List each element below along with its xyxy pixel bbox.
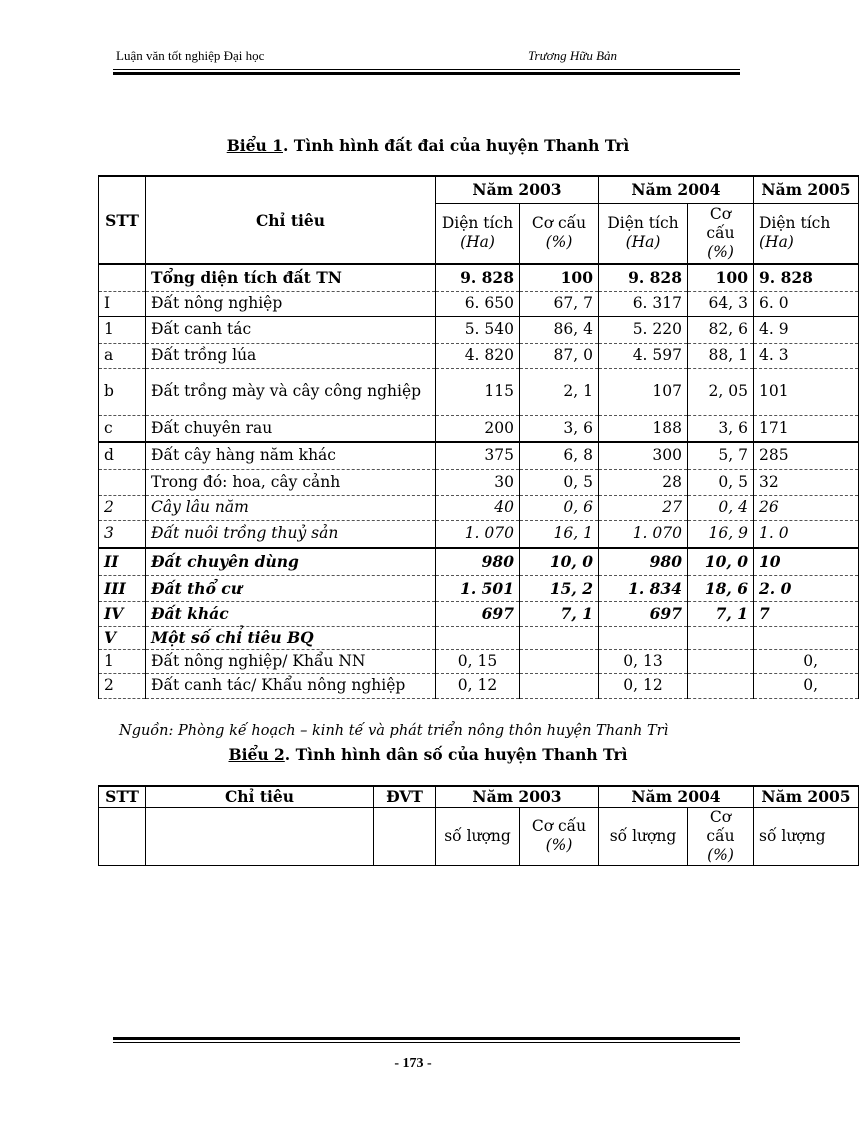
cell-name: Đất canh tác/ Khẩu nông nghiệp <box>146 673 436 698</box>
cell-e: 2. 0 <box>754 575 859 601</box>
t2-sub-dvt-empty <box>374 807 436 865</box>
cell-a <box>436 626 520 649</box>
t1-sub-struct-2004: Cơ cấu (%) <box>688 203 754 264</box>
footer-rule-thick <box>113 1037 740 1040</box>
table-row <box>99 316 859 343</box>
cell-name: Đất cây hàng năm khác <box>146 442 436 469</box>
cell-a: 9. 828 <box>436 264 520 291</box>
cell-c: 1. 834 <box>599 575 688 601</box>
cell-d: 0, 5 <box>688 469 754 495</box>
cell-c: 188 <box>599 415 688 442</box>
cell-b: 6, 8 <box>520 442 599 469</box>
cell-a: 980 <box>436 548 520 575</box>
cell-d: 2, 05 <box>688 368 754 415</box>
cell-c: 0, 12 <box>599 673 688 698</box>
cell-e <box>754 626 859 649</box>
t2-head-stt: STT <box>99 786 146 807</box>
table2-title-text: . Tình hình dân số của huyện Thanh Trì <box>284 745 628 764</box>
cell-b <box>520 649 599 673</box>
cell-a: 6. 650 <box>436 291 520 316</box>
cell-name: Đất nuôi trồng thuỷ sản <box>146 520 436 548</box>
cell-name: Đất trồng lúa <box>146 343 436 368</box>
cell-name: Đất canh tác <box>146 316 436 343</box>
cell-stt: 1 <box>99 316 146 343</box>
cell-a: 30 <box>436 469 520 495</box>
cell-stt: V <box>99 626 146 649</box>
cell-b: 87, 0 <box>520 343 599 368</box>
cell-e: 26 <box>754 495 859 520</box>
cell-stt: 1 <box>99 649 146 673</box>
cell-stt <box>99 264 146 291</box>
t2-sub-stt-empty <box>99 807 146 865</box>
cell-a: 697 <box>436 601 520 626</box>
cell-b: 86, 4 <box>520 316 599 343</box>
cell-c: 6. 317 <box>599 291 688 316</box>
cell-a: 0, 12 <box>436 673 520 698</box>
header-author: Trương Hữu Bản <box>528 48 618 63</box>
t1-sub-struct-2003: Cơ cấu (%) <box>520 203 599 264</box>
cell-name: Đất chuyên dùng <box>146 548 436 575</box>
cell-name: Đất thổ cư <box>146 575 436 601</box>
cell-b: 15, 2 <box>520 575 599 601</box>
cell-e: 1. 0 <box>754 520 859 548</box>
cell-c: 0, 13 <box>599 649 688 673</box>
header-rule-thick <box>113 72 740 75</box>
table1-title <box>0 136 856 155</box>
t2-head-dvt: ĐVT <box>374 786 436 807</box>
cell-d <box>688 673 754 698</box>
t2-sub-struct-2003: Cơ cấu (%) <box>520 807 599 865</box>
t1-head-stt: STT <box>99 176 146 264</box>
cell-d: 82, 6 <box>688 316 754 343</box>
cell-d: 7, 1 <box>688 601 754 626</box>
cell-a: 4. 820 <box>436 343 520 368</box>
table1-title-text: . Tình hình đất đai của huyện Thanh Trì <box>283 136 630 155</box>
cell-stt: c <box>99 415 146 442</box>
table-row <box>99 264 859 291</box>
t2-head-2004: Năm 2004 <box>599 786 754 807</box>
t1-head-2005: Năm 2005 <box>754 176 859 203</box>
cell-e: 0, <box>754 649 859 673</box>
cell-stt: 2 <box>99 495 146 520</box>
footer-rule-thin <box>113 1042 740 1043</box>
cell-a: 200 <box>436 415 520 442</box>
cell-d <box>688 626 754 649</box>
cell-c: 9. 828 <box>599 264 688 291</box>
source-note: Nguồn: Phòng kế hoạch – kinh tế và phát triển nông thôn huyện Thanh Trì <box>119 723 669 739</box>
cell-b <box>520 673 599 698</box>
cell-c: 300 <box>599 442 688 469</box>
table-row <box>99 415 859 442</box>
t1-head-2003: Năm 2003 <box>436 176 599 203</box>
table-row <box>99 649 859 673</box>
table-row <box>99 673 859 698</box>
cell-c: 4. 597 <box>599 343 688 368</box>
cell-c: 5. 220 <box>599 316 688 343</box>
cell-e: 7 <box>754 601 859 626</box>
cell-name: Cây lâu năm <box>146 495 436 520</box>
population-table <box>98 785 859 866</box>
cell-e: 6. 0 <box>754 291 859 316</box>
cell-d: 18, 6 <box>688 575 754 601</box>
cell-name: Đất nông nghiệp <box>146 291 436 316</box>
table-row <box>99 548 859 575</box>
cell-stt: 2 <box>99 673 146 698</box>
cell-name: Một số chỉ tiêu BQ <box>146 626 436 649</box>
cell-a: 40 <box>436 495 520 520</box>
cell-stt <box>99 469 146 495</box>
cell-d: 5, 7 <box>688 442 754 469</box>
cell-stt: a <box>99 343 146 368</box>
cell-e: 10 <box>754 548 859 575</box>
cell-stt: b <box>99 368 146 415</box>
cell-b: 16, 1 <box>520 520 599 548</box>
t2-head-chitieu: Chỉ tiêu <box>146 786 374 807</box>
cell-a: 115 <box>436 368 520 415</box>
cell-a: 1. 501 <box>436 575 520 601</box>
t1-sub-area-2003: Diện tích (Ha) <box>436 203 520 264</box>
cell-stt: d <box>99 442 146 469</box>
cell-d: 100 <box>688 264 754 291</box>
cell-e: 285 <box>754 442 859 469</box>
cell-e: 4. 3 <box>754 343 859 368</box>
t1-head-2004: Năm 2004 <box>599 176 754 203</box>
table-row <box>99 575 859 601</box>
cell-e: 4. 9 <box>754 316 859 343</box>
cell-b: 67, 7 <box>520 291 599 316</box>
cell-a: 0, 15 <box>436 649 520 673</box>
t2-sub-qty-2003: số lượng <box>436 807 520 865</box>
table-row <box>99 368 859 415</box>
t1-sub-area-2004: Diện tích (Ha) <box>599 203 688 264</box>
cell-d <box>688 649 754 673</box>
table2-title-label: Biểu 2 <box>228 745 285 764</box>
table2-title <box>0 745 856 764</box>
page-number: - 173 - <box>394 1056 432 1071</box>
cell-d: 0, 4 <box>688 495 754 520</box>
cell-stt: 3 <box>99 520 146 548</box>
cell-stt: IV <box>99 601 146 626</box>
cell-b: 3, 6 <box>520 415 599 442</box>
t2-head-2003: Năm 2003 <box>436 786 599 807</box>
table-row <box>99 291 859 316</box>
cell-name: Trong đó: hoa, cây cảnh <box>146 469 436 495</box>
cell-a: 375 <box>436 442 520 469</box>
cell-name: Đất trồng mày và cây công nghiệp <box>146 368 436 415</box>
cell-c: 697 <box>599 601 688 626</box>
table-row <box>99 626 859 649</box>
land-table <box>98 175 859 699</box>
cell-c: 27 <box>599 495 688 520</box>
cell-c: 980 <box>599 548 688 575</box>
t2-sub-chitieu-empty <box>146 807 374 865</box>
t2-sub-qty-2005: số lượng <box>754 807 859 865</box>
cell-c: 28 <box>599 469 688 495</box>
cell-c: 107 <box>599 368 688 415</box>
cell-b: 0, 5 <box>520 469 599 495</box>
cell-c <box>599 626 688 649</box>
cell-d: 88, 1 <box>688 343 754 368</box>
table-row <box>99 495 859 520</box>
cell-name: Đất nông nghiệp/ Khẩu NN <box>146 649 436 673</box>
cell-d: 3, 6 <box>688 415 754 442</box>
cell-name: Đất chuyên rau <box>146 415 436 442</box>
table-row <box>99 469 859 495</box>
header-thesis-label: Luận văn tốt nghiệp Đại học <box>116 48 265 63</box>
cell-e: 0, <box>754 673 859 698</box>
table-row <box>99 520 859 548</box>
cell-d: 10, 0 <box>688 548 754 575</box>
table-row <box>99 601 859 626</box>
cell-b <box>520 626 599 649</box>
cell-stt: I <box>99 291 146 316</box>
cell-name: Đất khác <box>146 601 436 626</box>
cell-b: 100 <box>520 264 599 291</box>
cell-e: 9. 828 <box>754 264 859 291</box>
cell-stt: III <box>99 575 146 601</box>
header-rule-thin <box>113 69 740 70</box>
t1-head-chitieu: Chỉ tiêu <box>146 176 436 264</box>
cell-e: 171 <box>754 415 859 442</box>
table1-title-label: Biểu 1 <box>226 136 283 155</box>
cell-b: 10, 0 <box>520 548 599 575</box>
t2-head-2005: Năm 2005 <box>754 786 859 807</box>
cell-a: 5. 540 <box>436 316 520 343</box>
t2-sub-qty-2004: số lượng <box>599 807 688 865</box>
t2-sub-struct-2004: Cơ cấu (%) <box>688 807 754 865</box>
cell-name: Tổng diện tích đất TN <box>146 264 436 291</box>
cell-d: 16, 9 <box>688 520 754 548</box>
cell-stt: II <box>99 548 146 575</box>
cell-e: 32 <box>754 469 859 495</box>
cell-b: 2, 1 <box>520 368 599 415</box>
cell-b: 7, 1 <box>520 601 599 626</box>
cell-a: 1. 070 <box>436 520 520 548</box>
cell-e: 101 <box>754 368 859 415</box>
t1-sub-area-2005: Diện tích (Ha) <box>754 203 859 264</box>
cell-b: 0, 6 <box>520 495 599 520</box>
table-row <box>99 442 859 469</box>
cell-d: 64, 3 <box>688 291 754 316</box>
cell-c: 1. 070 <box>599 520 688 548</box>
table-row <box>99 343 859 368</box>
